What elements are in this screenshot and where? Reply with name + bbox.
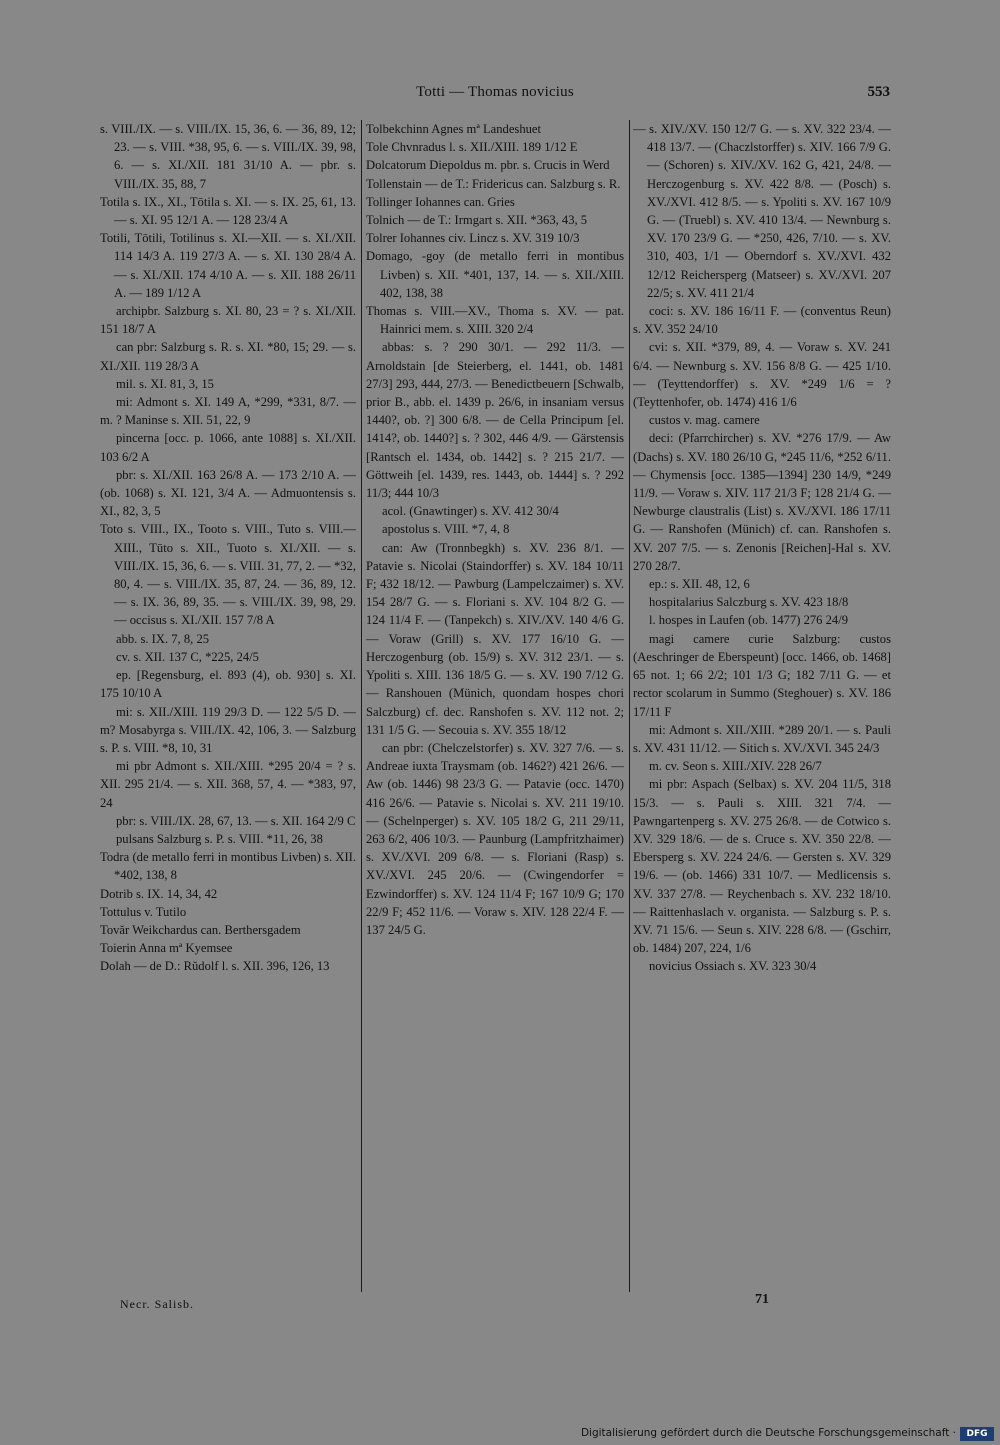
column-divider bbox=[629, 120, 630, 1292]
index-entry: Tolrer Iohannes civ. Lincz s. XV. 319 10/3 bbox=[366, 231, 580, 246]
index-entry: custos v. mag. camere bbox=[649, 413, 760, 428]
index-entry: Toto s. VIII., IX., Tooto s. VIII., Tuto s. VIII.—XIII., Tūto s. XII., Tuoto s. XI./XII. — s. VIII./IX. 15, 36, 6. — s. VIII. 31, 77, 2. — *32, 80, 4. — s. VIII./IX. 35, 87, 24. — 36, 89, 12. — s. IX. 36, 89, 35. — s. VIII./IX. 39, 98, 29. — occisus s. XI./XII. 157 7/8 A bbox=[100, 522, 356, 628]
index-entry: mi: Admont s. XI. 149 A, *299, *331, 8/7. — m. ? Maninse s. XII. 51, 22, 9 bbox=[100, 395, 356, 428]
index-entry: can pbr: Salzburg s. R. s. XI. *80, 15; 29. — s. XI./XII. 119 28/3 A bbox=[100, 340, 356, 373]
index-entry: ep.: s. XII. 48, 12, 6 bbox=[649, 577, 750, 592]
index-entry: l. hospes in Laufen (ob. 1477) 276 24/9 bbox=[649, 613, 849, 628]
index-entry: novicius Ossiach s. XV. 323 30/4 bbox=[649, 959, 817, 974]
index-entry: pbr: s. VIII./IX. 28, 67, 13. — s. XII. 164 2/9 C bbox=[116, 813, 356, 828]
dfg-logo-icon: DFG bbox=[960, 1427, 994, 1441]
index-entry: abb. s. IX. 7, 8, 25 bbox=[116, 631, 210, 646]
index-entry: ep. [Regensburg, el. 893 (4), ob. 930] s. XI. 175 10/10 A bbox=[100, 668, 356, 701]
index-entry: Tovăr Weikchardus can. Berthersgadem bbox=[100, 922, 301, 937]
text-column-right bbox=[633, 120, 891, 1288]
index-entry: apostolus s. VIII. *7, 4, 8 bbox=[382, 522, 510, 537]
index-entry: can: Aw (Tronnbegkh) s. XV. 236 8/1. — Patavie s. Nicolai (Staindorffer) s. XV. 184 10/11 F; 432 18/12. — Pawburg (Lampelczaimer) s. XV. 154 28/7 G. — s. Floriani s. XV. 104 8/2 G. — 124 11/4 F. — (Tanpekch) s. XIV./XV. 140 4/6 G. — Voraw (Grill) s. XV. 177 16/10 G. — Herczogenburg (ob. 15/9) s. XV. 312 23/1. — s. Ypoliti s. XIII. 136 18/5 G. — s. XV. 190 7/12 G. — Ranshouen (Münich, quondam hospes chori Salczburg) cf. dec. Ranshofen s. XV. 112 not. 2; 131 1/5 G. — Secouia s. XV. 355 18/12 bbox=[366, 540, 624, 737]
running-title: Totti — Thomas novicius bbox=[416, 84, 574, 100]
text-column-left bbox=[100, 120, 356, 1288]
index-entry: Totili, Tōtili, Totilinus s. XI.—XII. — s. XI./XII. 114 14/3 A. 119 27/3 A. — s. XI. 130 28/4 A. — s. XI./XII. 174 4/10 A. — s. XII. 188 26/11 A. — 189 1/12 A bbox=[100, 231, 356, 300]
digitization-notice-bar bbox=[0, 1424, 1000, 1445]
page-header bbox=[100, 84, 890, 108]
index-entry: pincerna [occ. p. 1066, ante 1088] s. XI./XII. 103 6/2 A bbox=[100, 431, 356, 464]
index-entry: abbas: s. ? 290 30/1. — 292 11/3. — Arnoldstain [de Steierberg, el. 1441, ob. 1481 27/3] 293, 444, 27/3. — Benedictbeuern [Schwalb, prior B., abb. el. 1439 p. 26/6, in insaniam versus 1440?, ob. ?] 300 6/8. — de Cella Principum [el. 1414?, ob. 1440?] s. ? 302, 446 4/9. — Gärstensis [Rantsch el. 1434, ob. 1442] s. ? 215 21/7. — Göttweih [el. 1439, res. 1443, ob. 1444] s. ? 292 11/3; 444 10/3 bbox=[366, 340, 624, 501]
index-entry: Tolbekchinn Agnes mª Landeshuet bbox=[366, 122, 542, 136]
index-entry: cvi: s. XII. *379, 89, 4. — Voraw s. XV. 241 6/4. — Newnburg s. XV. 156 8/8 G. — 425 1/10. — (Teyttendorffer) s. XV. *249 1/6 = ? (Teyttenhofer, ob. 1474) 416 1/6 bbox=[633, 340, 891, 410]
index-entry: Tole Chvnradus l. s. XII./XIII. 189 1/12 E bbox=[366, 140, 578, 155]
text-column-middle bbox=[366, 120, 624, 1288]
index-entry: acol. (Gnawtinger) s. XV. 412 30/4 bbox=[382, 504, 559, 519]
index-entry: mi: s. XII./XIII. 119 29/3 D. — 122 5/5 D. — m? Mosabyrga s. VIII./IX. 42, 106, 3. — Salzburg s. P. s. VIII. *8, 10, 31 bbox=[100, 704, 356, 755]
index-entry: — s. XIV./XV. 150 12/7 G. — s. XV. 322 23/4. — 418 13/7. — (Chaczlstorffer) s. XIV. 166 7/9 G. — (Schoren) s. XIV./XV. 162 G, 421, 24/8. — Herczogenburg s. XV. 422 8/8. — (Posch) s. XV./XVI. 412 8/5. — s. Ypoliti s. XV. 167 10/9 G. — (Truebl) s. XV. 410 13/4. — Newnburg s. XV. 170 23/9 G. — *250, 426, 7/10. — s. XV. 310, 403, 1/1 — Oberndorf s. XV./XVI. 432 12/12 Reichersperg (Matseer) s. XV./XVI. 207 22/5; s. XV. 411 21/4 bbox=[633, 122, 891, 300]
index-entry: Todra (de metallo ferri in montibus Livben) s. XII. *402, 138, 8 bbox=[100, 850, 356, 883]
footer-abbreviation: Necr. Salisb. bbox=[120, 1297, 194, 1311]
index-entry: archipbr. Salzburg s. XI. 80, 23 = ? s. XI./XII. 151 18/7 A bbox=[100, 304, 356, 337]
index-entry: Dolcatorum Diepoldus m. pbr. s. Crucis in Werd bbox=[366, 158, 610, 173]
index-entry: hospitalarius Salczburg s. XV. 423 18/8 bbox=[649, 595, 849, 610]
index-entry: Dolah — de D.: Rŭdolf l. s. XII. 396, 126, 13 bbox=[100, 959, 330, 974]
index-entry: pbr: s. XI./XII. 163 26/8 A. — 173 2/10 A. — (ob. 1068) s. XI. 121, 3/4 A. — Admuontensis s. XI., 82, 3, 5 bbox=[100, 467, 356, 519]
index-entry: s. VIII./IX. — s. VIII./IX. 15, 36, 6. — 36, 89, 12; 23. — s. VIII. *38, 95, 6. — s. VIII./IX. 39, 98, 6. — s. XI./XII. 181 31/10 A. — pbr. s. VIII./IX. 35, 88, 7 bbox=[100, 122, 356, 191]
index-entry: Dotrib s. IX. 14, 34, 42 bbox=[100, 886, 218, 901]
index-entry: cv. s. XII. 137 C, *225, 24/5 bbox=[116, 649, 259, 664]
index-entry: Totila s. IX., XI., Tōtila s. XI. — s. IX. 25, 61, 13. — s. XI. 95 12/1 A. — 128 23/4 A bbox=[100, 194, 356, 228]
index-entry: coci: s. XV. 186 16/11 F. — (conventus Reun) s. XV. 352 24/10 bbox=[633, 304, 891, 337]
index-entry: pulsans Salzburg s. P. s. VIII. *11, 26, 38 bbox=[116, 831, 323, 846]
index-entry: Toierin Anna mª Kyemsee bbox=[100, 941, 233, 956]
digitization-notice: Digitalisierung gefördert durch die Deutsche Forschungsgemeinschaft · bbox=[580, 1427, 956, 1439]
index-entry: Tollinger Iohannes can. Gries bbox=[366, 194, 515, 209]
column-divider bbox=[361, 120, 362, 1292]
index-entry: mi pbr: Aspach (Selbax) s. XV. 204 11/5, 318 15/3. — s. Pauli s. XIII. 321 7/4. — Pawngartenperg s. XV. 275 26/8. — de Cotwico s. XV. 329 18/6. — de s. Cruce s. XV. 350 22/8. — Ebersperg s. XV. 224 24/6. — Gersten s. XV. 329 19/6. — (ob. 1466) 331 10/7. — Medlicensis s. XV. 337 27/8. — Reychenbach s. XV. 232 18/10. — Raittenhaslach v. organista. — Salzburg s. P. s. XV. 71 15/6. — Seun s. XIV. 228 6/8. — (Gschirr, ob. 1484) 207, 224, 1/6 bbox=[633, 777, 891, 956]
index-entry: deci: (Pfarrchircher) s. XV. *276 17/9. — Aw (Dachs) s. XV. 180 26/10 G, *245 11/6, *252 6/11. — Chymensis [occ. 1385—1394] 230 14/9, *249 11/9. — Voraw s. XIV. 117 21/3 F; 128 21/4 G. — Newburge claustralis (List) s. XV./XVI. 186 17/11 G. — Ranshofen (Münich) cf. can. Ranshofen s. XV. 207 7/5. — s. Zenonis [Reichen]-Hal s. XV. 270 28/7. bbox=[633, 431, 891, 573]
index-entry: mi: Admont s. XII./XIII. *289 20/1. — s. Pauli s. XV. 431 11/12. — Sitich s. XV./XVI. 345 24/3 bbox=[633, 722, 891, 755]
index-entry: mi pbr Admont s. XII./XIII. *295 20/4 = ? s. XII. 295 21/4. — s. XII. 368, 57, 4. — *383, 97, 24 bbox=[100, 759, 356, 810]
index-entry: Domago, -goy (de metallo ferri in montibus Livben) s. XII. *401, 137, 14. — s. XII./XIII. 402, 138, 38 bbox=[366, 249, 624, 300]
index-entry: can pbr: (Chelczelstorfer) s. XV. 327 7/6. — s. Andreae iuxta Traysmam (ob. 1462?) 421 26/6. — Aw (ob. 1446) 98 23/3 G. — Patavie (occ. 1470) 416 26/6. — Patavie s. Nicolai s. XV. 211 19/10. — (Schelnperger) s. XV. 105 18/2 G, 211 29/11, 263 6/2, 406 10/3. — Paunburg (Lampfritzhaimer) s. XV./XVI. 209 6/8. — s. Floriani (Rasp) s. XV./XVI. 245 20/6. — (Cwingendorfer = Ezwindorffer) s. XV. 124 11/4 F; 167 10/9 G; 170 22/9 F; 452 11/6. — Voraw s. XIV. 128 22/4 F. — 137 24/5 G. bbox=[366, 740, 624, 937]
index-entry: m. cv. Seon s. XIII./XIV. 228 26/7 bbox=[649, 759, 822, 774]
index-entry: Thomas s. VIII.—XV., Thoma s. XV. — pat. Hainrici mem. s. XIII. 320 2/4 bbox=[366, 304, 624, 337]
index-entry: magi camere curie Salzburg: custos (Aeschringer de Eberspeunt) [occ. 1466, ob. 1468] 65 not. 1; 66 2/2; 101 1/3 G; 182 7/11 G. — et rector scolarum in Summo (Steghouer) s. XV. 186 17/11 F bbox=[633, 631, 891, 719]
signature-mark: 71 bbox=[755, 1292, 769, 1307]
index-entry: mil. s. XI. 81, 3, 15 bbox=[116, 376, 214, 391]
page-number: 553 bbox=[867, 84, 890, 100]
index-entry: Tottulus v. Tutilo bbox=[100, 904, 187, 919]
index-entry: Tollenstain — de T.: Fridericus can. Salzburg s. R. bbox=[366, 176, 621, 191]
index-entry: Tolnich — de T.: Irmgart s. XII. *363, 43, 5 bbox=[366, 213, 588, 228]
